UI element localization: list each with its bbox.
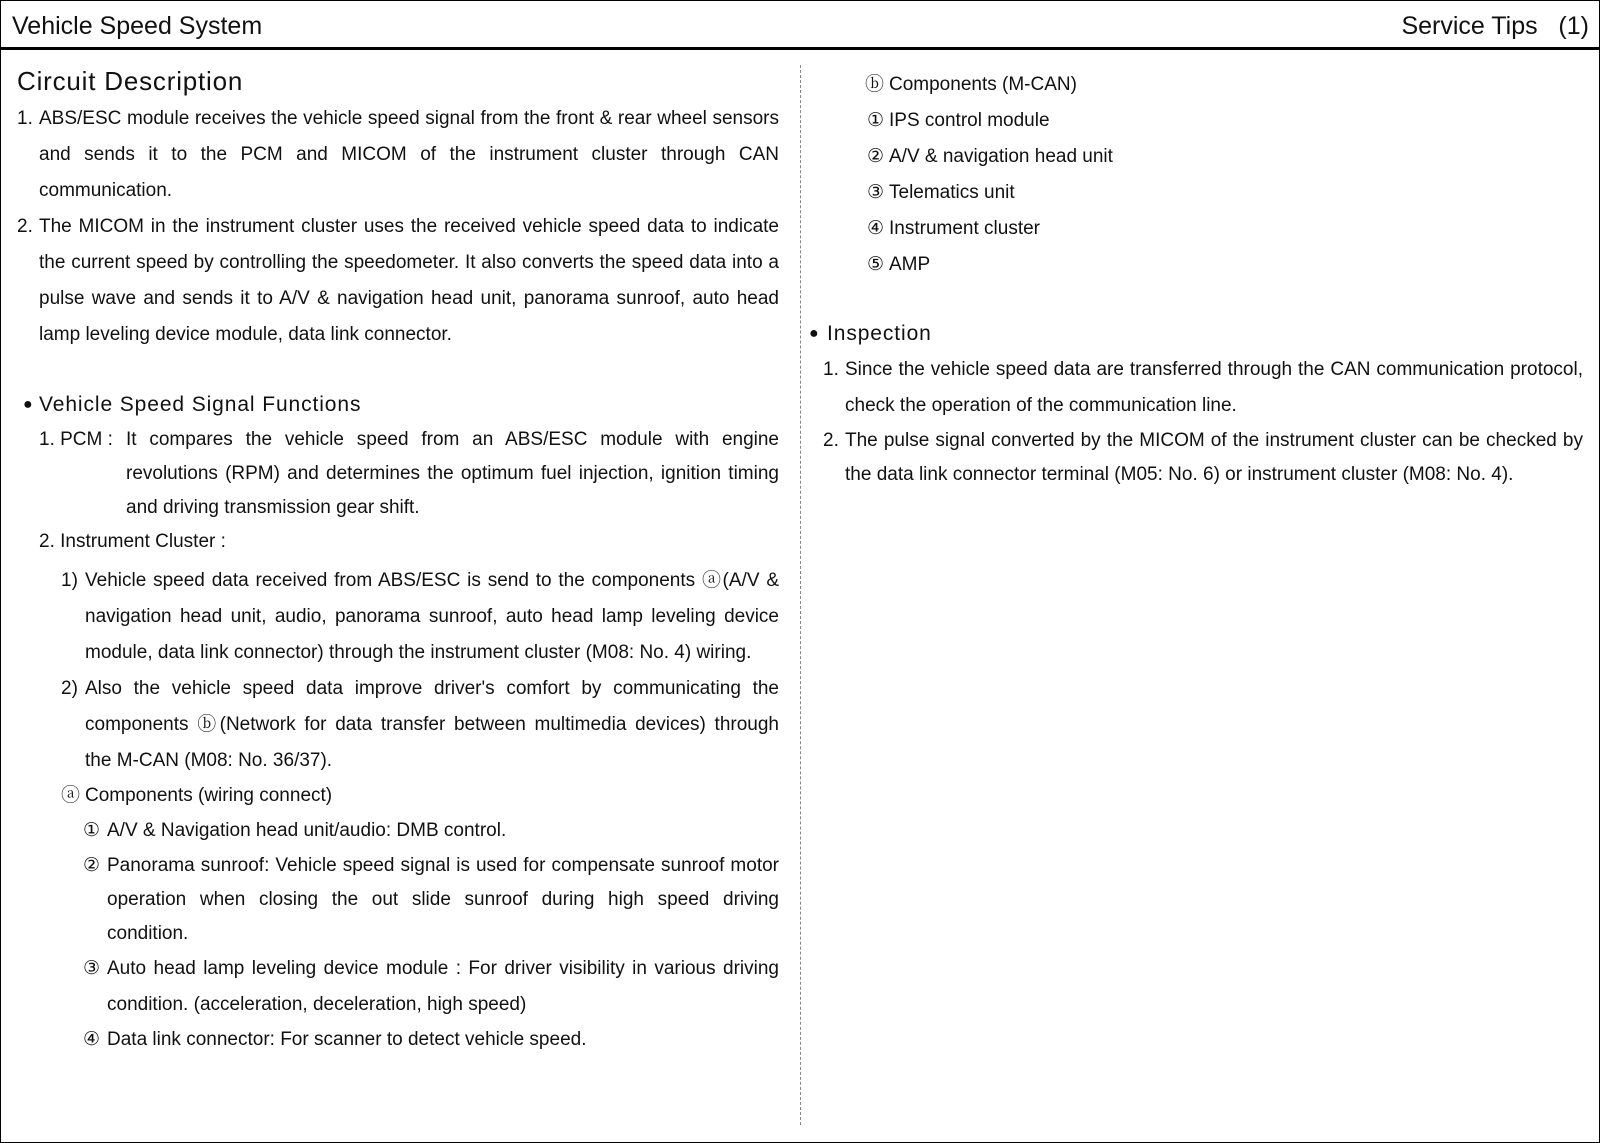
right-column (809, 67, 1583, 492)
page-title: Vehicle Speed System (12, 12, 263, 40)
item-text: Telematics unit (889, 182, 1015, 203)
inspection-heading-text: Inspection (827, 322, 932, 345)
item-number: ② (83, 855, 101, 876)
component-b-item (823, 175, 1583, 211)
functions-heading (17, 387, 779, 423)
spacer (823, 283, 1583, 316)
item-text: Also the vehicle speed data improve driver's comfort by communicating the components ⓑ(Network for data transfer between multimedia devices) through the M-CAN (M08: No. 36/37). (85, 678, 779, 771)
item-text: Auto head lamp leveling device module : For driver visibility in various driving condition. (acceleration, deceleration, high speed) (107, 958, 779, 1015)
item-number: ③ (867, 182, 885, 203)
item-text: A/V & navigation head unit (889, 146, 1113, 167)
component-b-item (823, 247, 1583, 283)
item-text: Data link connector: For scanner to detect vehicle speed. (107, 1029, 587, 1050)
component-b-item (823, 139, 1583, 175)
bullet-icon: ● (23, 396, 34, 413)
item-number: ① (867, 110, 885, 131)
page-header (1, 1, 1599, 50)
components-a-title: Components (wiring connect) (85, 785, 333, 806)
item-text: Vehicle speed data received from ABS/ESC is send to the components ⓐ(A/V & navigation head unit, audio, panorama sunroof, auto head lamp leveling device module, data link connector) through the instrument cluster (M08: No. 4) wiring. (85, 570, 779, 663)
cluster-label: 2. Instrument Cluster : (39, 531, 226, 552)
component-a-item (17, 951, 779, 1023)
item-text: ABS/ESC module receives the vehicle speed signal from the front & rear wheel sensors and sends it to the PCM and MICOM of the instrument cluster through CAN communication. (39, 108, 779, 201)
column-divider (800, 65, 801, 1125)
pcm-label: 1. PCM : (39, 429, 113, 450)
left-column (17, 64, 779, 1057)
item-text: AMP (889, 254, 931, 275)
component-b-item (823, 211, 1583, 247)
item-text: Panorama sunroof: Vehicle speed signal is used for compensate sunroof motor operation when closing the out slide sunroof during high speed driving condition. (107, 855, 779, 944)
bullet-icon: ● (809, 325, 820, 342)
component-b-item (823, 103, 1583, 139)
item-number: 2. (823, 430, 839, 451)
inspection-item (823, 352, 1583, 424)
item-number: ① (83, 820, 101, 841)
inspection-heading (809, 316, 1583, 352)
description-item (17, 209, 779, 353)
item-text: Since the vehicle speed data are transferred through the CAN communication protocol, check the operation of the communication line. (845, 359, 1583, 416)
components-b-heading (823, 67, 1583, 103)
components-a-heading (17, 779, 779, 813)
item-text: The pulse signal converted by the MICOM of the instrument cluster can be checked by the data link connector terminal (M05: No. 6) or instrument cluster (M08: No. 4). (845, 430, 1583, 485)
circuit-description-heading: Circuit Description (17, 66, 244, 96)
item-number: 1) (61, 570, 78, 591)
inspection-item (823, 424, 1583, 492)
item-number: 2. (17, 216, 33, 237)
components-b-title: Components (M-CAN) (889, 74, 1077, 95)
item-text: The MICOM in the instrument cluster uses the received vehicle speed data to indicate the current speed by controlling the speedometer. It also converts the speed data into a pulse wave and sends it to A/V & navigation head unit, panorama sunroof, auto head lamp leveling device module, data link connector. (39, 216, 779, 345)
item-number: ⑤ (867, 254, 885, 275)
item-number: 1. (17, 108, 33, 129)
pcm-function (17, 423, 779, 525)
pcm-text: It compares the vehicle speed from an ABS/ESC module with engine revolutions (RPM) and determines the optimum fuel injection, ignition timing and driving transmission gear shift. (126, 429, 779, 518)
item-number: ④ (83, 1029, 101, 1050)
component-a-item (17, 849, 779, 951)
cluster-item (17, 563, 779, 671)
item-number: 2) (61, 678, 78, 699)
section-label: Service Tips (1) (1401, 12, 1589, 40)
spacer (17, 353, 779, 387)
item-text: Instrument cluster (889, 218, 1040, 239)
item-number: ③ (83, 958, 101, 979)
item-text: A/V & Navigation head unit/audio: DMB control. (107, 820, 507, 841)
components-b-mark: ⓑ (865, 74, 885, 95)
cluster-item (17, 671, 779, 779)
functions-heading-text: Vehicle Speed Signal Functions (39, 393, 362, 416)
item-text: IPS control module (889, 110, 1050, 131)
item-number: ④ (867, 218, 885, 239)
item-number: ② (867, 146, 885, 167)
component-a-item (17, 813, 779, 849)
description-item (17, 101, 779, 209)
item-number: 1. (823, 359, 839, 380)
component-a-item (17, 1023, 779, 1057)
components-a-mark: ⓐ (61, 785, 81, 806)
